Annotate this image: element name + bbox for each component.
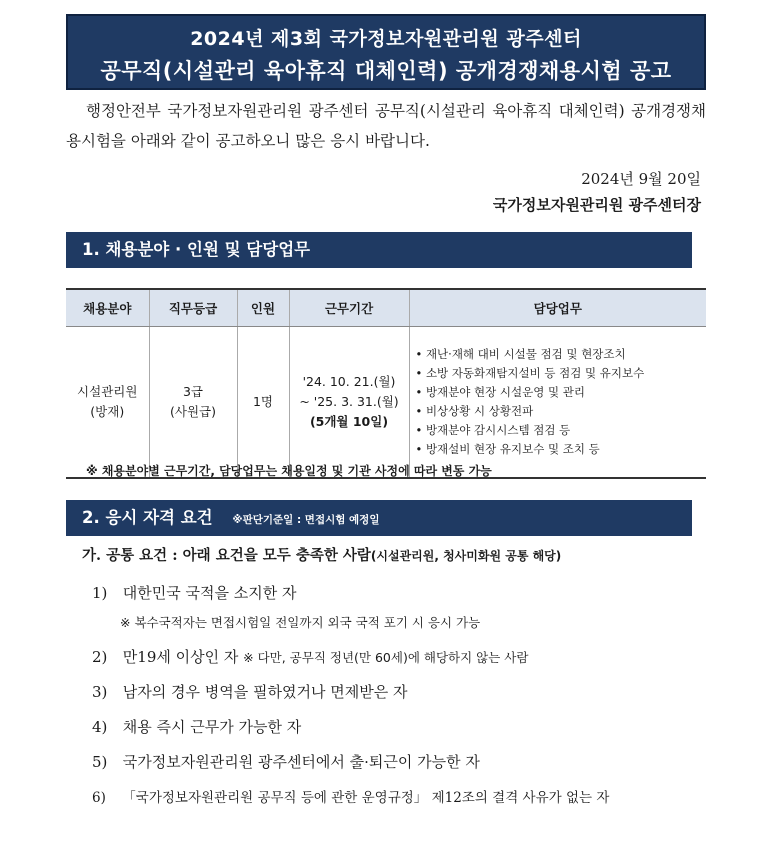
section-2-note: ※판단기준일 : 면접시험 예정일 — [232, 514, 380, 526]
table-row — [66, 327, 706, 479]
section-1-title: 1. 채용분야 · 인원 및 담당업무 — [82, 240, 311, 259]
issuer-name: 국가정보자원관리원 광주센터장 — [492, 196, 701, 214]
period-start: '24. 10. 21.(월) — [302, 374, 396, 389]
title-line-1: 2024년 제3회 국가정보자원관리원 광주센터 — [190, 28, 582, 50]
requirement-item — [92, 786, 609, 806]
requirement-item — [92, 646, 528, 667]
header-duties: 담당업무 — [409, 289, 706, 327]
cell-grade — [149, 327, 237, 479]
header-period: 근무기간 — [289, 289, 409, 327]
requirement-text: 채용 즉시 근무가 가능한 자 — [122, 718, 302, 736]
recruitment-table — [66, 288, 706, 479]
grade-line-1: 3급 — [182, 384, 204, 399]
requirement-text: 남자의 경우 병역을 필하였거나 면제받은 자 — [122, 683, 408, 701]
intro-paragraph: 행정안전부 국가정보자원관리원 광주센터 공무직(시설관리 육아휴직 대체인력) 공개경쟁채용시험을 아래와 같이 공고하오니 많은 응시 바랍니다. — [66, 102, 706, 150]
requirement-text: 만19세 이상인 자 — [122, 648, 239, 666]
duty-item: • 방재분야 현장 시설운영 및 관리 — [416, 383, 706, 402]
requirement-number: 6) — [92, 790, 106, 806]
requirement-number: 5) — [92, 753, 108, 771]
table-header-row — [66, 289, 706, 327]
field-line-2: (방재) — [90, 404, 125, 419]
grade-line-2: (사원급) — [170, 404, 216, 419]
cell-period — [289, 327, 409, 479]
period-end: ~ '25. 3. 31.(월) — [299, 394, 399, 409]
common-heading-text: 가. 공통 요건 : 아래 요건을 모두 충족한 사람 — [82, 547, 371, 564]
duty-item: • 방재설비 현장 유지보수 및 조치 등 — [416, 440, 706, 459]
cell-duties — [409, 327, 706, 479]
cell-count: 1명 — [237, 327, 289, 479]
announcement-date: 2024년 9월 20일 — [581, 170, 701, 188]
duty-item: • 소방 자동화재탐지설비 등 점검 및 유지보수 — [416, 364, 706, 383]
header-grade: 직무등급 — [149, 289, 237, 327]
requirement-number: 4) — [92, 718, 108, 736]
requirement-text: 국가정보자원관리원 광주센터에서 출·퇴근이 가능한 자 — [122, 753, 480, 771]
requirement-number: 3) — [92, 683, 108, 701]
cell-field — [66, 327, 149, 479]
title-banner — [66, 14, 706, 90]
requirement-note: ※ 다만, 공무직 정년(만 60세)에 해당하지 않는 사람 — [243, 650, 529, 665]
field-line-1: 시설관리원 — [77, 384, 138, 399]
duty-item: • 재난·재해 대비 시설물 점검 및 현장조치 — [416, 345, 706, 364]
requirement-number: 1) — [92, 584, 108, 602]
period-duration: (5개월 10일) — [309, 414, 389, 429]
table-note: ※ 채용분야별 근무기간, 담당업무는 채용일정 및 기관 사정에 따라 변동 가능 — [86, 464, 492, 478]
common-requirements-heading — [82, 544, 561, 565]
requirement-subnote: ※ 복수국적자는 면접시험일 전일까지 외국 국적 포기 시 응시 가능 — [120, 615, 481, 630]
requirement-item — [92, 681, 407, 702]
requirement-number: 2) — [92, 648, 108, 666]
header-count: 인원 — [237, 289, 289, 327]
requirement-text: 「국가정보자원관리원 공무직 등에 관한 운영규정」 제12조의 결격 사유가 없는 자 — [122, 790, 610, 806]
requirement-item — [92, 716, 301, 737]
requirement-text: 대한민국 국적을 소지한 자 — [122, 584, 297, 602]
duty-item: • 비상상황 시 상황전파 — [416, 402, 706, 421]
duty-item: • 방재분야 감시시스템 점검 등 — [416, 421, 706, 440]
header-field: 채용분야 — [66, 289, 149, 327]
requirement-item — [92, 751, 480, 772]
title-line-2: 공무직(시설관리 육아휴직 대체인력) 공개경쟁채용시험 공고 — [100, 59, 672, 83]
section-2-header — [66, 500, 692, 536]
common-heading-note: (시설관리원, 청사미화원 공통 해당) — [370, 549, 562, 563]
section-1-header — [66, 232, 692, 268]
requirement-item — [92, 582, 296, 603]
section-2-title: 2. 응시 자격 요건 — [82, 508, 213, 527]
